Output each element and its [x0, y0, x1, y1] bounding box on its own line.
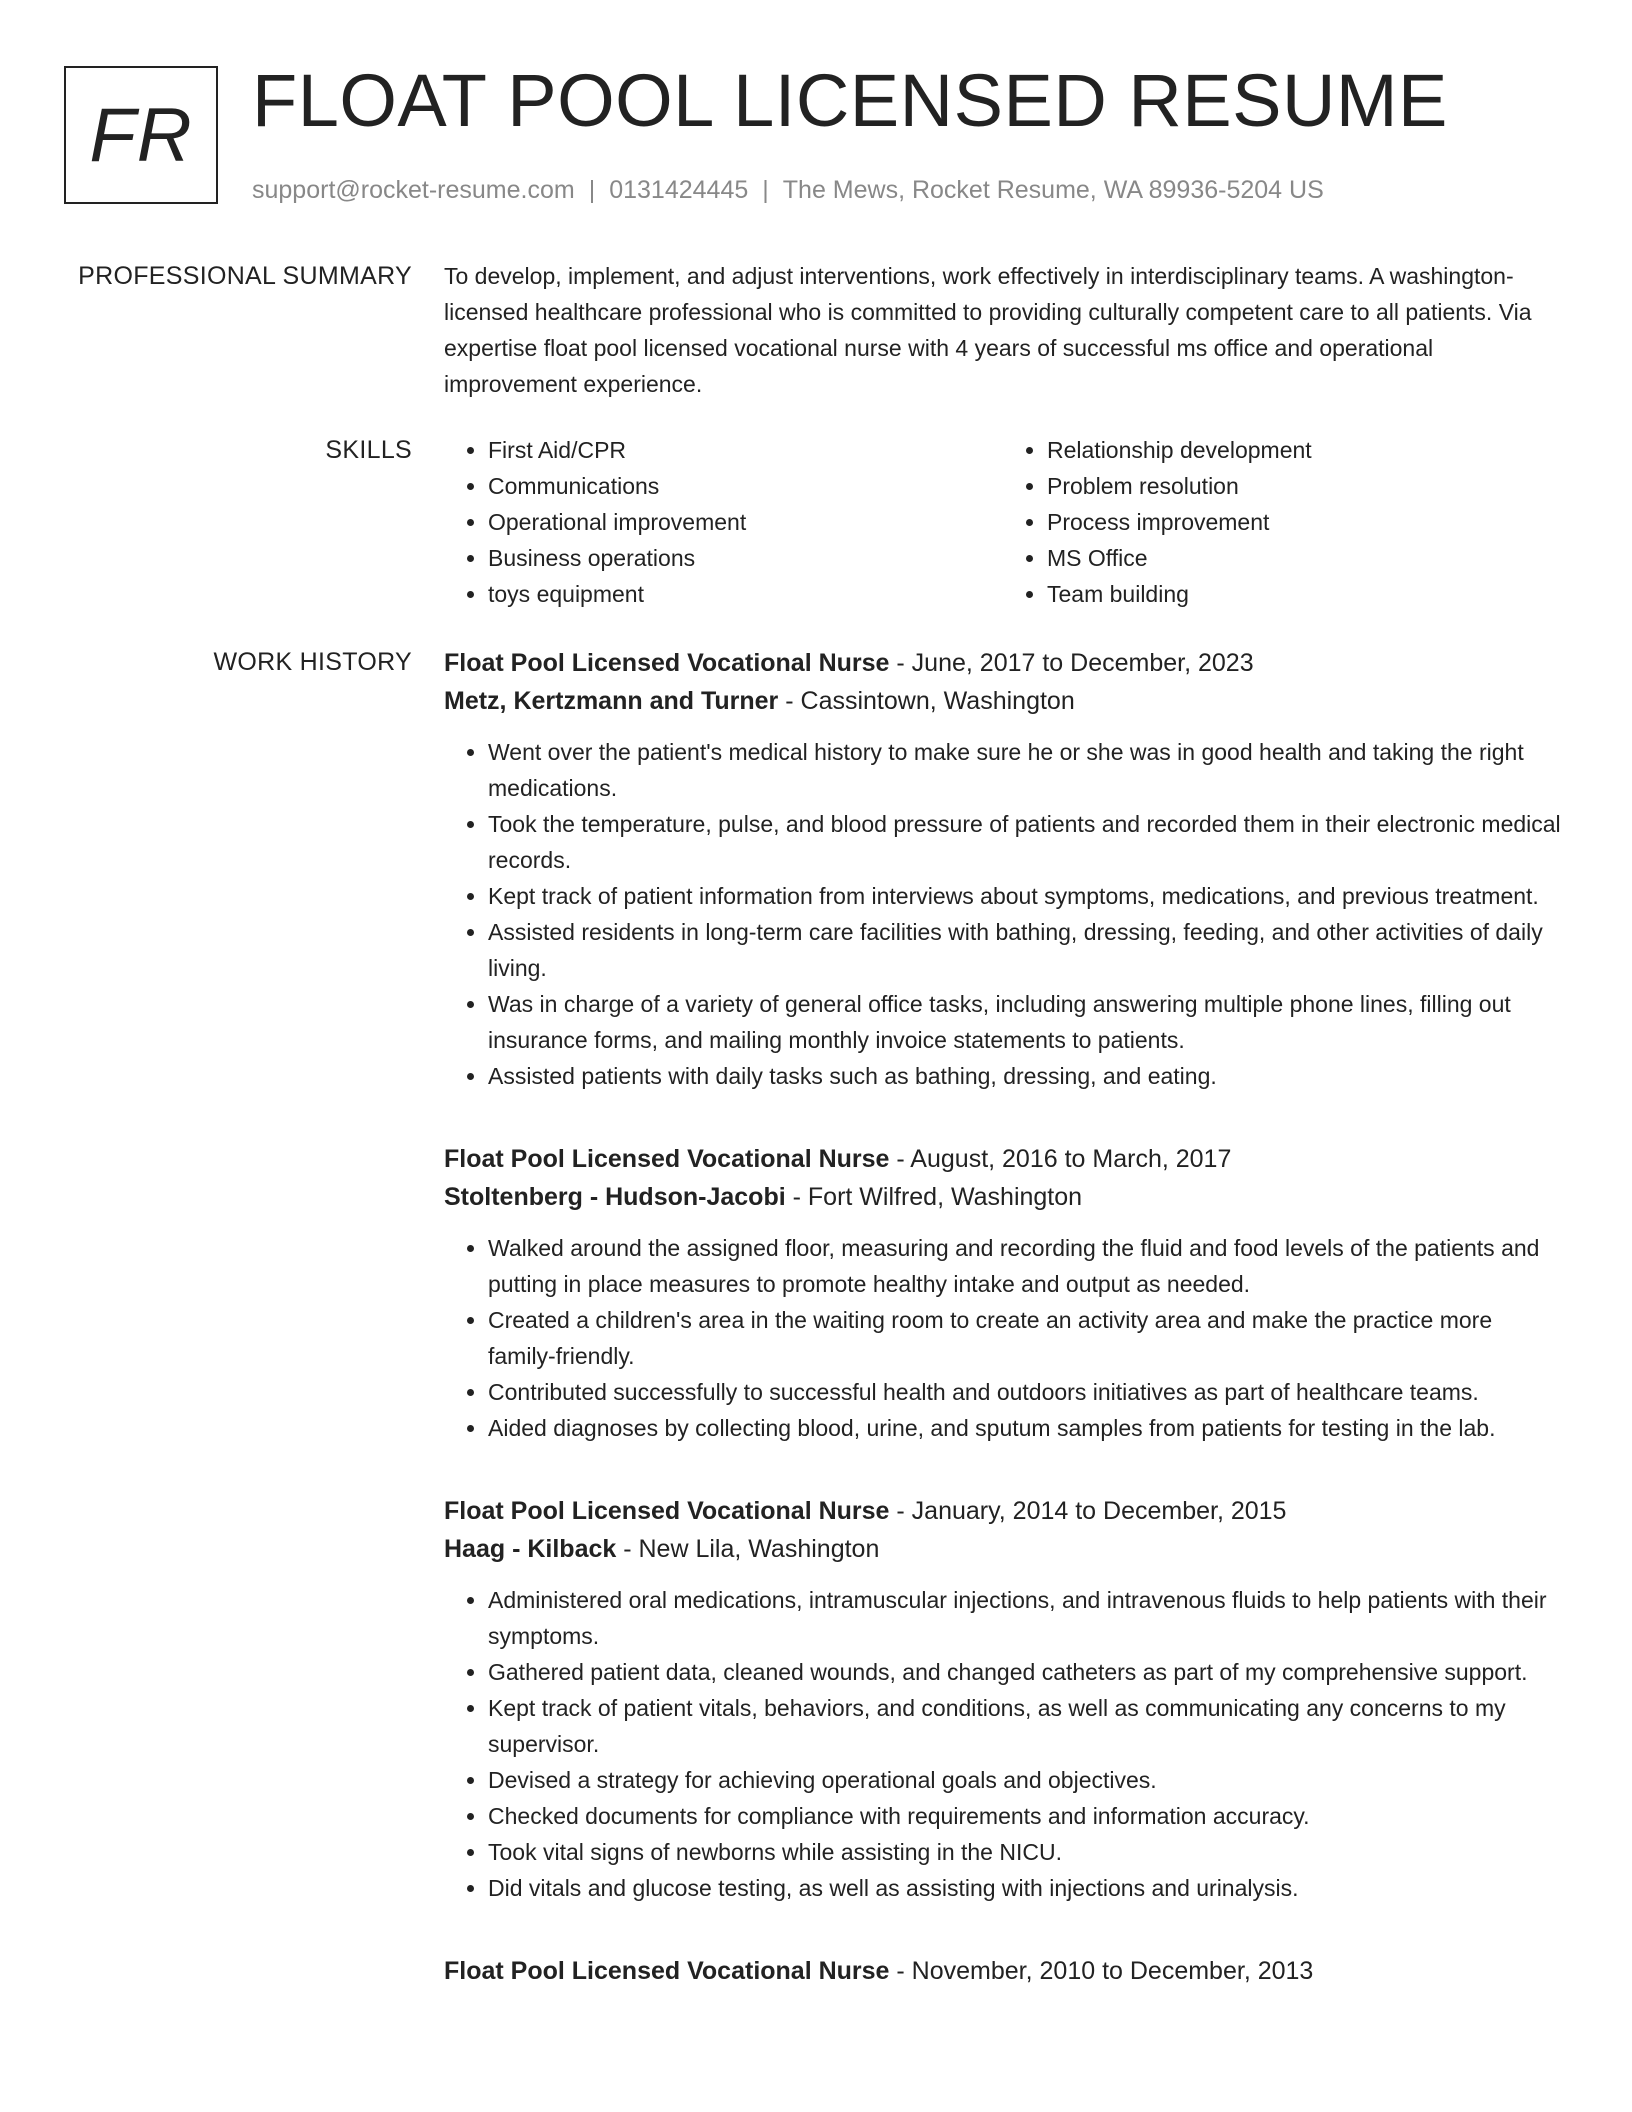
- summary-text: To develop, implement, and adjust interventions, work effectively in interdisciplinary teams. A washington-licensed healthcare professional who is committed to providing culturally competent care to all patients. Via expertise float pool licensed vocational nurse with 4 years of successful ms office and operational improvement experience.: [444, 263, 1532, 397]
- job-bullet: • Checked documents for compliance with requirements and information accuracy.: [488, 1798, 1562, 1834]
- skill-item: • Relationship development: [1047, 432, 1562, 468]
- job-location: - Fort Wilfred, Washington: [785, 1183, 1083, 1211]
- contact-email: support@rocket-resume.com: [252, 176, 575, 204]
- section-heading: PROFESSIONAL SUMMARY: [78, 262, 412, 290]
- monogram-logo: FR: [64, 66, 218, 204]
- job-dates: - June, 2017 to December, 2023: [889, 649, 1254, 677]
- job-entry: [444, 1492, 1562, 1906]
- contact-separator: |: [762, 176, 769, 204]
- job-bullet: • Assisted residents in long-term care facilities with bathing, dressing, feeding, and other activities of daily living.: [488, 914, 1562, 986]
- skill-item: • Business operations: [488, 540, 1003, 576]
- work-history-list: [444, 644, 1562, 2036]
- job-title-line: [444, 1492, 1562, 1530]
- skills-column-right: [1003, 432, 1562, 612]
- job-employer: Haag - Kilback: [444, 1535, 617, 1563]
- job-bullets: [444, 1230, 1562, 1446]
- job-title: Float Pool Licensed Vocational Nurse: [444, 649, 890, 677]
- contact-line: [252, 174, 1324, 206]
- skill-item: • Communications: [488, 468, 1003, 504]
- job-bullets: [444, 1582, 1562, 1906]
- job-title-line: [444, 1140, 1562, 1178]
- job-employer-line: [444, 1178, 1562, 1216]
- job-title: Float Pool Licensed Vocational Nurse: [444, 1497, 890, 1525]
- job-bullet: • Aided diagnoses by collecting blood, urine, and sputum samples from patients for testing in the lab.: [488, 1410, 1562, 1446]
- job-employer-line: [444, 1530, 1562, 1568]
- job-bullet: • Went over the patient's medical history to make sure he or she was in good health and taking the right medications.: [488, 734, 1562, 806]
- resume-title: FLOAT POOL LICENSED RESUME: [252, 59, 1448, 142]
- job-bullet: • Contributed successfully to successful health and outdoors initiatives as part of healthcare teams.: [488, 1374, 1562, 1410]
- job-bullet: • Did vitals and glucose testing, as well as assisting with injections and urinalysis.: [488, 1870, 1562, 1906]
- skill-item: • MS Office: [1047, 540, 1562, 576]
- job-bullet: • Gathered patient data, cleaned wounds, and changed catheters as part of my comprehensive support.: [488, 1654, 1562, 1690]
- job-bullet: • Kept track of patient vitals, behaviors, and conditions, as well as communicating any concerns to my supervisor.: [488, 1690, 1562, 1762]
- section-heading: WORK HISTORY: [213, 648, 412, 676]
- contact-phone: 0131424445: [609, 176, 749, 204]
- job-location: - Cassintown, Washington: [778, 687, 1075, 715]
- job-employer-line: [444, 682, 1562, 720]
- job-title: Float Pool Licensed Vocational Nurse: [444, 1957, 890, 1985]
- skill-item: • Team building: [1047, 576, 1562, 612]
- job-dates: - August, 2016 to March, 2017: [889, 1145, 1232, 1173]
- section-heading: SKILLS: [325, 436, 412, 464]
- skill-item: • Problem resolution: [1047, 468, 1562, 504]
- job-entry: [444, 1952, 1562, 1990]
- skills-column-left: [444, 432, 1003, 612]
- job-bullet: • Took the temperature, pulse, and blood pressure of patients and recorded them in their electronic medical records.: [488, 806, 1562, 878]
- skill-item: • toys equipment: [488, 576, 1003, 612]
- job-bullet: • Was in charge of a variety of general office tasks, including answering multiple phone lines, filling out insurance forms, and mailing monthly invoice statements to patients.: [488, 986, 1562, 1058]
- job-bullet: • Assisted patients with daily tasks such as bathing, dressing, and eating.: [488, 1058, 1562, 1094]
- job-title-line: [444, 1952, 1562, 1990]
- job-bullet: • Created a children's area in the waiting room to create an activity area and make the practice more family-friendly.: [488, 1302, 1562, 1374]
- contact-separator: |: [588, 176, 596, 204]
- job-bullet: • Devised a strategy for achieving operational goals and objectives.: [488, 1762, 1562, 1798]
- contact-address: The Mews, Rocket Resume, WA 89936-5204 US: [782, 176, 1324, 204]
- job-bullets: [444, 734, 1562, 1094]
- job-bullet: • Walked around the assigned floor, measuring and recording the fluid and food levels of the patients and putting in place measures to promote healthy intake and output as needed.: [488, 1230, 1562, 1302]
- job-employer: Stoltenberg - Hudson-Jacobi: [444, 1183, 786, 1211]
- job-title: Float Pool Licensed Vocational Nurse: [444, 1145, 890, 1173]
- job-location: - New Lila, Washington: [616, 1535, 880, 1563]
- job-dates: - January, 2014 to December, 2015: [889, 1497, 1287, 1525]
- job-employer: Metz, Kertzmann and Turner: [444, 687, 779, 715]
- job-title-line: [444, 644, 1562, 682]
- job-entry: [444, 1140, 1562, 1446]
- skill-item: • Operational improvement: [488, 504, 1003, 540]
- job-dates: - November, 2010 to December, 2013: [889, 1957, 1314, 1985]
- job-bullet: • Kept track of patient information from interviews about symptoms, medications, and previous treatment.: [488, 878, 1562, 914]
- job-bullet: • Took vital signs of newborns while assisting in the NICU.: [488, 1834, 1562, 1870]
- job-bullet: • Administered oral medications, intramuscular injections, and intravenous fluids to help patients with their symptoms.: [488, 1582, 1562, 1654]
- job-entry: [444, 644, 1562, 1094]
- skill-item: • Process improvement: [1047, 504, 1562, 540]
- skills-grid: [444, 432, 1562, 612]
- skill-item: • First Aid/CPR: [488, 432, 1003, 468]
